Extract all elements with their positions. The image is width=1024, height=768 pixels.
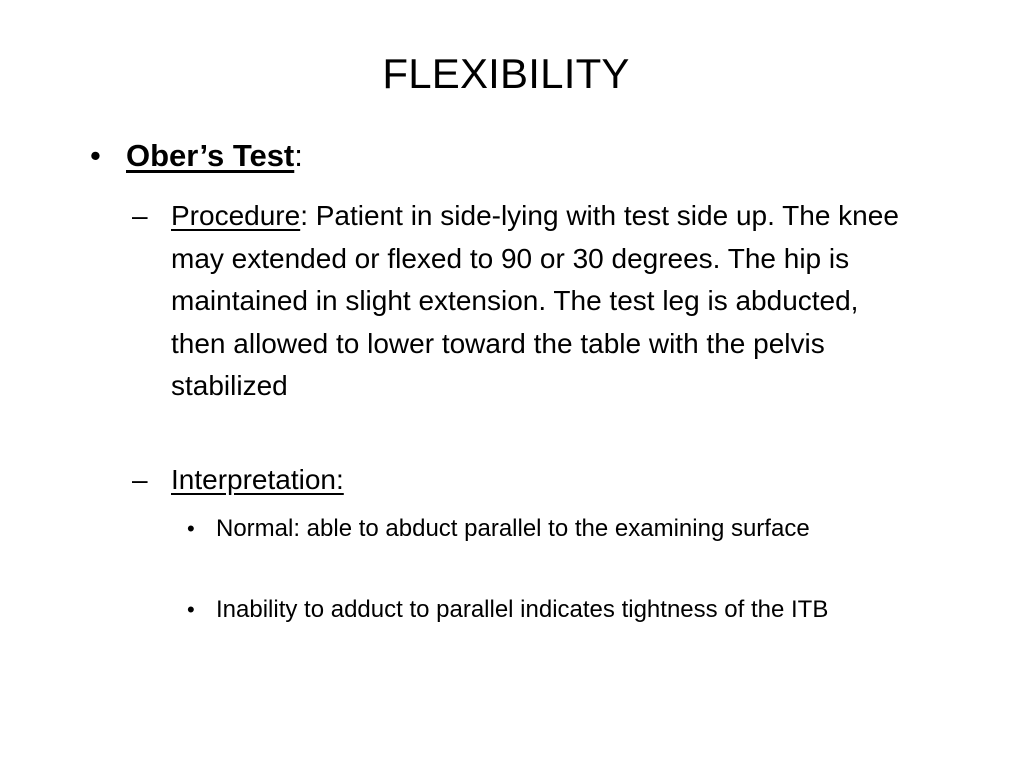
dash-icon: – <box>132 464 148 495</box>
bullet-dot-icon: • <box>187 597 195 622</box>
obers-test-heading <box>126 134 303 178</box>
procedure-description: : Patient in side-lying with test side up. The knee may extended or flexed to 90 or 30 degrees. The hip is maintained in slight extension. The test leg is abducted, then allowed to lower toward the table with the pelvis stabilized <box>171 200 899 401</box>
sub-bullet-procedure <box>132 195 932 408</box>
point-inability <box>187 591 927 628</box>
slide-title: FLEXIBILITY <box>382 50 630 97</box>
interpretation-label: Interpretation: <box>171 464 344 495</box>
point-normal <box>187 510 927 547</box>
inability-text: Inability to adduct to parallel indicates tightness of the ITB <box>216 596 829 623</box>
procedure-text-block <box>171 195 916 408</box>
interpretation-text-block <box>171 459 916 502</box>
obers-test-label: Ober’s Test <box>126 138 295 173</box>
bullet-dot-icon: • <box>187 516 195 541</box>
normal-text: Normal: able to abduct parallel to the examining surface <box>216 515 810 542</box>
sub-bullet-interpretation <box>132 459 932 502</box>
procedure-label: Procedure <box>171 200 301 231</box>
bullet-dot-icon: • <box>90 138 101 173</box>
obers-test-colon: : <box>294 138 303 173</box>
dash-icon: – <box>132 200 148 231</box>
